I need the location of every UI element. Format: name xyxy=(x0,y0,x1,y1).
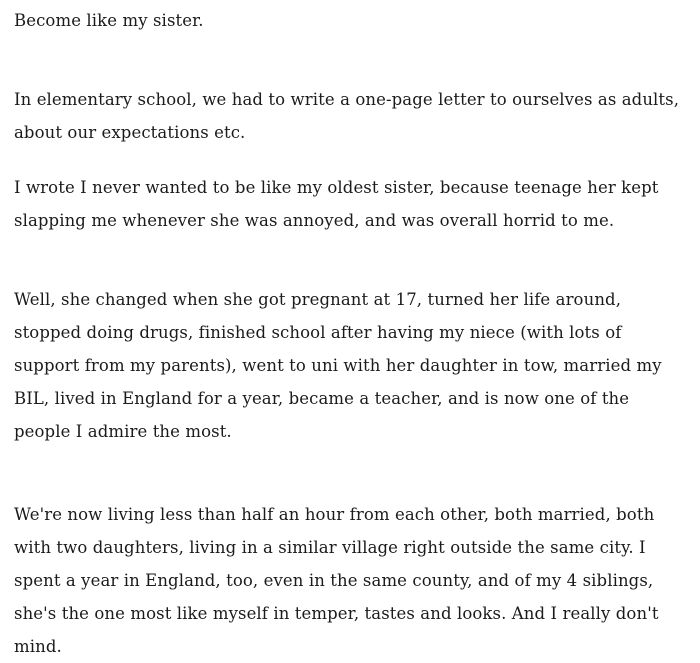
paragraph-2: In elementary school, we had to write a one-page letter to ourselves as adults, about our expectations etc. xyxy=(14,90,680,142)
paragraph-spacer xyxy=(14,149,686,171)
paragraph-4: Well, she changed when she got pregnant at 17, turned her life around, stopped doing drugs, finished school after having my niece (with lots of support from my parents), went to uni with her daughter in tow, married my BIL, lived in England for a year, became a teacher, and is now one of the people I admire the most. xyxy=(14,290,662,441)
paragraph-1: Become like my sister. xyxy=(14,11,204,30)
paragraph-spacer xyxy=(14,448,686,498)
paragraph-3: I wrote I never wanted to be like my oldest sister, because teenage her kept slapping me whenever she was annoyed, and was overall horrid to me. xyxy=(14,178,659,230)
paragraph-spacer xyxy=(14,37,686,83)
paragraph-spacer xyxy=(14,237,686,283)
paragraph-5: We're now living less than half an hour from each other, both married, both with two daughters, living in a similar village right outside the same city. I spent a year in England, too, even in the same county, and of my 4 siblings, she's the one most like myself in temper, tastes and looks. And I really don't mind. xyxy=(14,505,659,656)
